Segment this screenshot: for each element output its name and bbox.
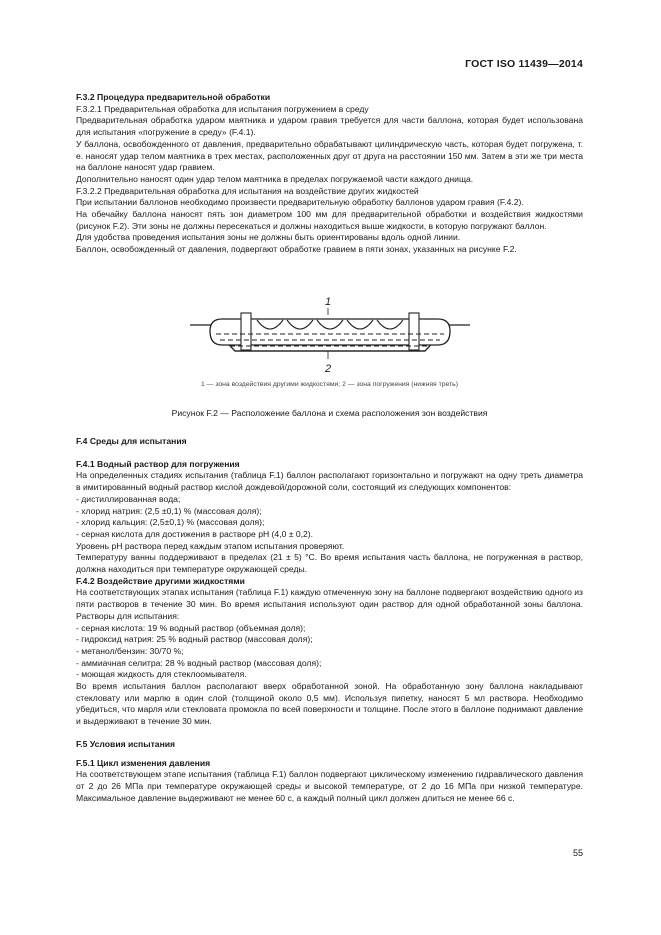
paragraph: При испытании баллонов необходимо произвести предварительную обработку баллонов ударом гравия (F.4.2). [76,197,524,208]
subsection-title: F.5.1 Цикл изменения давления [76,757,211,768]
section-f32 [76,92,583,256]
subsection-title: F.4.1 Водный раствор для погружения [76,458,240,469]
paragraph: Дополнительно наносят один удар телом маятника в пределах погружаемой части каждого днища. [76,173,474,184]
paragraph: У баллона, освобожденного от давления, предварительно обрабатывают цилиндрическую часть, которая будет погружена, т. е. наносят удар телом маятника в трех местах, расположенных друг от друга на расстоянии 150 мм. Затем в эти же три места на баллоне наносят удар гравием. [76,138,583,173]
paragraph: На определенных стадиях испытания (таблица F.1) баллон располагают горизонтально и погружают на одну треть диаметра в имитированный водный раствор кислой дождевой/дорожной соли, состоящий из следующих компонентов: [76,470,583,493]
paragraph: На соответствующем этапе испытания (таблица F.1) баллон подвергают циклическому изменению гидравлического давления от 2 до 26 МПа при температуре окружающей среды и высокой температуре, от 2 до 16 МПа при низкой температуре. Максимальное давление выдерживают не менее 60 с, а каждый полный цикл должен длиться не менее 66 с. [76,769,583,803]
cylinder-diagram [180,293,480,378]
list-item: - метанол/бензин: 30/70 %; [76,645,184,656]
paragraph: Температуру ванны поддерживают в пределах (21 ± 5) °С. Во время испытания часть баллона, не погруженная в раствор, должна находиться при температуре окружающей среды. [76,552,583,575]
paragraph: F.3.2.2 Предварительная обработка для испытания на воздействие других жидкостей [76,185,419,196]
section-title: F.4 Среды для испытания [76,436,187,446]
paragraph: Предварительная обработка ударом маятника и ударом гравия требуется для части баллона, которая будет использована для испытания «погружение в среду» (F.4.1). [76,115,583,138]
zone-label-2: 2 [324,363,331,375]
paragraph: Баллон, освобожденный от давления, подвергают обработке гравием в пяти зонах, указанных на рисунке F.2. [76,244,517,255]
list-item: - моющая жидкость для стеклоомывателя. [76,669,247,680]
paragraph: Уровень pH раствора перед каждым этапом испытания проверяют. [76,540,345,551]
list-item: - хлорид кальция: (2,5±0,1) % (массовая доля); [76,517,265,528]
list-item: - серная кислота для достижения в растворе pH (4,0 ± 0,2). [76,528,314,539]
figure-f2 [76,293,583,418]
section-f4-f5 [76,436,583,804]
list-item: - дистиллированная вода; [76,493,181,504]
list-item: - аммиачная селитра: 28 % водный раствор (массовая доля); [76,657,322,668]
list-item: - гидроксид натрия: 25 % водный раствор (массовая доля); [76,634,313,645]
paragraph: F.3.2.1 Предварительная обработка для испытания погружением в среду [76,103,369,114]
page-number: 55 [572,848,583,858]
list-item: - серная кислота: 19 % водный раствор (объемная доля); [76,622,306,633]
zone-label-1: 1 [324,296,331,308]
paragraph: На обечайку баллона наносят пять зон диаметром 100 мм для предварительной обработки и воздействия жидкостями (рисунок F.2). Эти зоны не должны пересекаться и должны находиться выше жидкости, в которую погружают баллон. [76,209,583,231]
paragraph: Во время испытания баллон располагают вверх обработанной зоной. На обработанную зону баллона накладывают стекловату или марлю в один слой (толщиной около 0,5 мм). Используя пипетку, наносят 5 мл раствора. Необходимо убедиться, что марля или стекловата промокла по всей поверхности и толщине. После этого в баллоне поднимают давление и выдерживают в течение 30 мин. [76,681,583,727]
subsection-title: F.4.2 Воздействие другими жидкостями [76,575,245,586]
paragraph: Для удобства проведения испытания зоны не должны быть ориентированы вдоль одной линии. [76,232,461,243]
standard-header: ГОСТ ISO 11439—2014 [465,58,583,70]
section-title: F.5 Условия испытания [76,738,176,749]
figure-legend: 1 — зона воздействия другими жидкостями; 2 — зона погружения (нижняя треть) [200,381,458,388]
paragraph: На соответствующих этапах испытания (таблица F.1) каждую отмеченную зону на баллоне подвергают воздействию одного из пяти растворов в течение 30 мин. Во время испытания используют один раствор для одной обработанной зоны баллона. Растворы для испытания: [76,587,583,621]
list-item: - хлорид натрия: (2,5 ±0,1) % (массовая доля); [76,505,262,516]
figure-caption: Рисунок F.2 — Расположение баллона и схема расположения зон воздействия [171,408,488,418]
section-title: F.3.2 Процедура предварительной обработки [76,92,271,102]
